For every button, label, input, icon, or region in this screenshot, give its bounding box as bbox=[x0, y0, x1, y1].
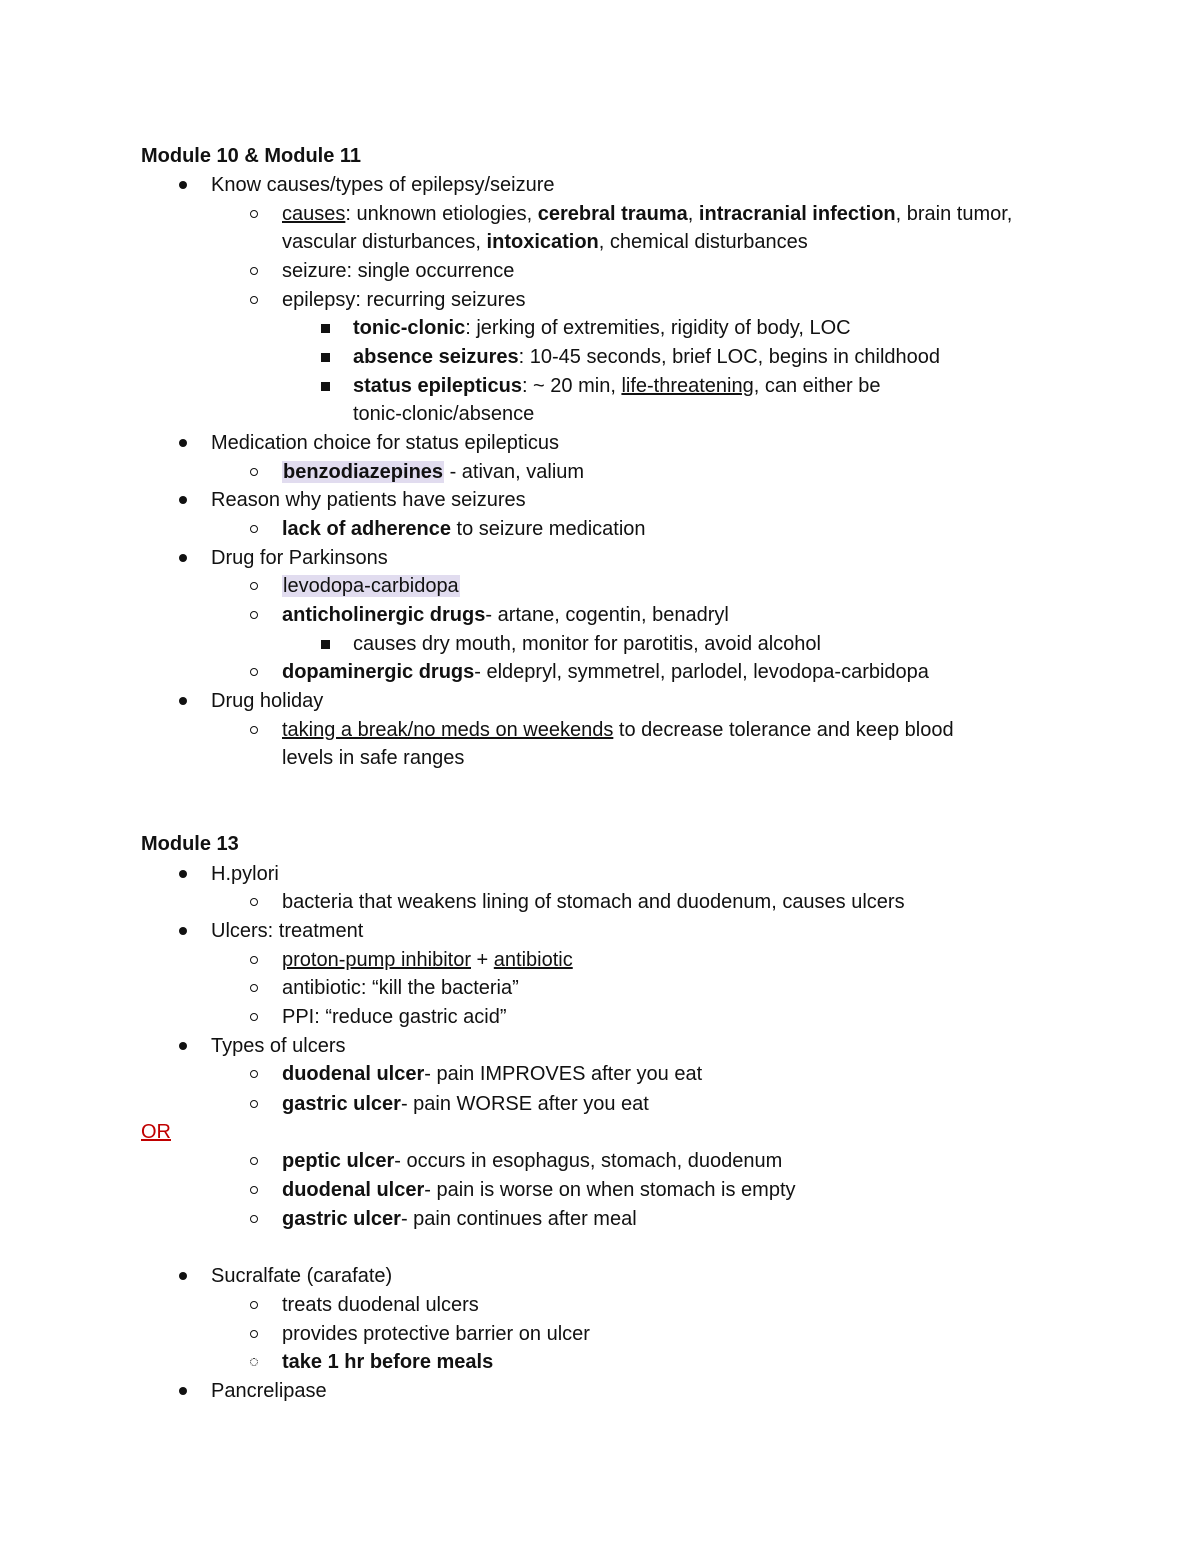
list-item-continued: tonic-clonic/absence bbox=[353, 403, 535, 425]
list-item: Reason why patients have seizures bbox=[211, 486, 526, 514]
list-item: Know causes/types of epilepsy/seizure bbox=[211, 171, 555, 199]
list-item: treats duodenal ulcers bbox=[282, 1291, 479, 1319]
circle-bullet-icon bbox=[250, 1186, 258, 1194]
module-10-11-heading: Module 10 & Module 11 bbox=[141, 145, 362, 167]
bullet-icon bbox=[179, 870, 187, 878]
list-item: benzodiazepines - ativan, valium bbox=[282, 458, 584, 486]
circle-bullet-icon bbox=[250, 296, 258, 304]
list-item: Drug holiday bbox=[211, 687, 323, 715]
or-separator: OR bbox=[141, 1121, 171, 1143]
highlighted-text: levodopa-carbidopa bbox=[283, 575, 459, 597]
circle-bullet-icon bbox=[250, 1100, 258, 1108]
list-item: causes: unknown etiologies, cerebral trauma, intracranial infection, brain tumor, bbox=[282, 200, 1012, 228]
circle-bullet-icon bbox=[250, 1358, 258, 1366]
list-item: Medication choice for status epilepticus bbox=[211, 429, 559, 457]
square-bullet-icon bbox=[321, 353, 330, 362]
circle-bullet-icon bbox=[250, 1301, 258, 1309]
list-item: H.pylori bbox=[211, 860, 279, 888]
bullet-icon bbox=[179, 927, 187, 935]
circle-bullet-icon bbox=[250, 582, 258, 590]
list-item: take 1 hr before meals bbox=[282, 1348, 493, 1376]
list-item: causes dry mouth, monitor for parotitis, avoid alcohol bbox=[353, 630, 821, 658]
list-item: status epilepticus: ~ 20 min, life-threatening, can either be bbox=[353, 372, 881, 400]
list-item: epilepsy: recurring seizures bbox=[282, 286, 525, 314]
bullet-icon bbox=[179, 496, 187, 504]
circle-bullet-icon bbox=[250, 210, 258, 218]
circle-bullet-icon bbox=[250, 1013, 258, 1021]
circle-bullet-icon bbox=[250, 1215, 258, 1223]
list-item: Drug for Parkinsons bbox=[211, 544, 388, 572]
circle-bullet-icon bbox=[250, 611, 258, 619]
list-item: lack of adherence to seizure medication bbox=[282, 515, 646, 543]
circle-bullet-icon bbox=[250, 1330, 258, 1338]
circle-bullet-icon bbox=[250, 267, 258, 275]
list-item bbox=[282, 572, 460, 600]
circle-bullet-icon bbox=[250, 1157, 258, 1165]
module-13-heading: Module 13 bbox=[141, 833, 239, 855]
list-item: taking a break/no meds on weekends to decrease tolerance and keep blood bbox=[282, 716, 954, 744]
list-item: seizure: single occurrence bbox=[282, 257, 514, 285]
circle-bullet-icon bbox=[250, 984, 258, 992]
circle-bullet-icon bbox=[250, 1070, 258, 1078]
list-item: peptic ulcer- occurs in esophagus, stomach, duodenum bbox=[282, 1147, 782, 1175]
circle-bullet-icon bbox=[250, 898, 258, 906]
list-item-continued: vascular disturbances, intoxication, chemical disturbances bbox=[282, 231, 808, 253]
circle-bullet-icon bbox=[250, 525, 258, 533]
list-item: duodenal ulcer- pain IMPROVES after you eat bbox=[282, 1060, 702, 1088]
list-item: absence seizures: 10-45 seconds, brief LOC, begins in childhood bbox=[353, 343, 940, 371]
square-bullet-icon bbox=[321, 382, 330, 391]
highlighted-text: benzodiazepines bbox=[283, 461, 444, 483]
list-item: Types of ulcers bbox=[211, 1032, 346, 1060]
list-item: dopaminergic drugs- eldepryl, symmetrel, parlodel, levodopa-carbidopa bbox=[282, 658, 929, 686]
list-item: provides protective barrier on ulcer bbox=[282, 1320, 590, 1348]
circle-bullet-icon bbox=[250, 726, 258, 734]
circle-bullet-icon bbox=[250, 468, 258, 476]
square-bullet-icon bbox=[321, 324, 330, 333]
circle-bullet-icon bbox=[250, 956, 258, 964]
list-item: gastric ulcer- pain continues after meal bbox=[282, 1205, 637, 1233]
list-item-continued: levels in safe ranges bbox=[282, 747, 465, 769]
list-item: tonic-clonic: jerking of extremities, rigidity of body, LOC bbox=[353, 314, 851, 342]
square-bullet-icon bbox=[321, 640, 330, 649]
list-item: duodenal ulcer- pain is worse on when stomach is empty bbox=[282, 1176, 796, 1204]
circle-bullet-icon bbox=[250, 668, 258, 676]
list-item: antibiotic: “kill the bacteria” bbox=[282, 974, 519, 1002]
bullet-icon bbox=[179, 439, 187, 447]
bullet-icon bbox=[179, 554, 187, 562]
bullet-icon bbox=[179, 697, 187, 705]
bullet-icon bbox=[179, 1272, 187, 1280]
list-item: bacteria that weakens lining of stomach and duodenum, causes ulcers bbox=[282, 888, 905, 916]
list-item: Sucralfate (carafate) bbox=[211, 1262, 392, 1290]
list-item: Ulcers: treatment bbox=[211, 917, 363, 945]
list-item: proton-pump inhibitor + antibiotic bbox=[282, 946, 573, 974]
list-item: Pancrelipase bbox=[211, 1377, 327, 1405]
bullet-icon bbox=[179, 1042, 187, 1050]
bullet-icon bbox=[179, 1387, 187, 1395]
list-item: PPI: “reduce gastric acid” bbox=[282, 1003, 507, 1031]
bullet-icon bbox=[179, 181, 187, 189]
list-item: anticholinergic drugs- artane, cogentin, benadryl bbox=[282, 601, 729, 629]
list-item: gastric ulcer- pain WORSE after you eat bbox=[282, 1090, 649, 1118]
